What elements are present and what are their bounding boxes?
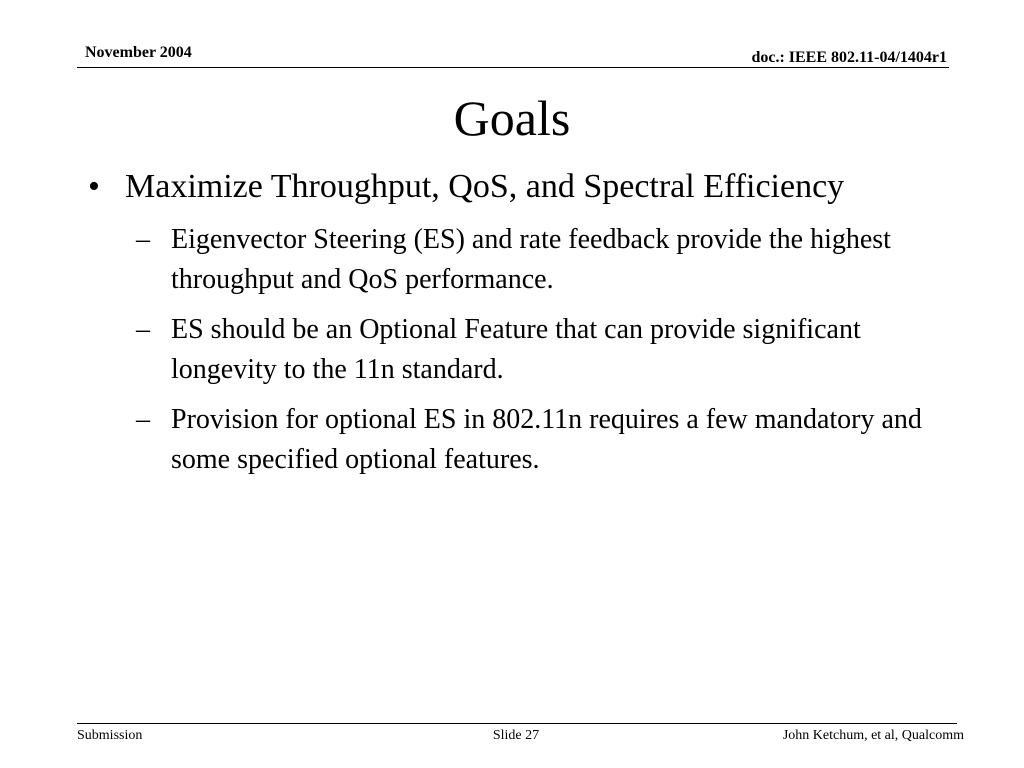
bullet-item <box>88 164 948 210</box>
footer-divider <box>77 723 957 724</box>
header-date: November 2004 <box>85 44 192 61</box>
sub-bullet-item <box>88 310 948 390</box>
footer-slide-number: Slide 27 <box>492 728 540 743</box>
bullet-marker: • <box>88 168 100 205</box>
sub-bullet-text: Eigenvector Steering (ES) and rate feedback provide the highest throughput and QoS performance. <box>171 224 891 295</box>
sub-bullet-item <box>88 400 948 480</box>
sub-bullet-text: ES should be an Optional Feature that can provide significant longevity to the 11n standard. <box>171 314 861 385</box>
sub-bullet-marker: – <box>136 314 150 345</box>
sub-bullet-marker: – <box>136 404 150 435</box>
sub-bullet-marker: – <box>136 224 150 255</box>
footer-author: John Ketchum, et al, Qualcomm <box>782 728 964 743</box>
sub-bullet-item <box>88 220 948 300</box>
sub-bullet-text: Provision for optional ES in 802.11n requires a few mandatory and some specified optional features. <box>171 404 922 475</box>
footer-submission: Submission <box>77 728 143 743</box>
header-doc-id: doc.: IEEE 802.11-04/1404r1 <box>751 49 947 66</box>
slide-title: Goals <box>453 90 571 146</box>
bullet-text: Maximize Throughput, QoS, and Spectral Efficiency <box>125 168 845 205</box>
header-divider <box>77 67 949 68</box>
slide-body <box>88 164 948 490</box>
